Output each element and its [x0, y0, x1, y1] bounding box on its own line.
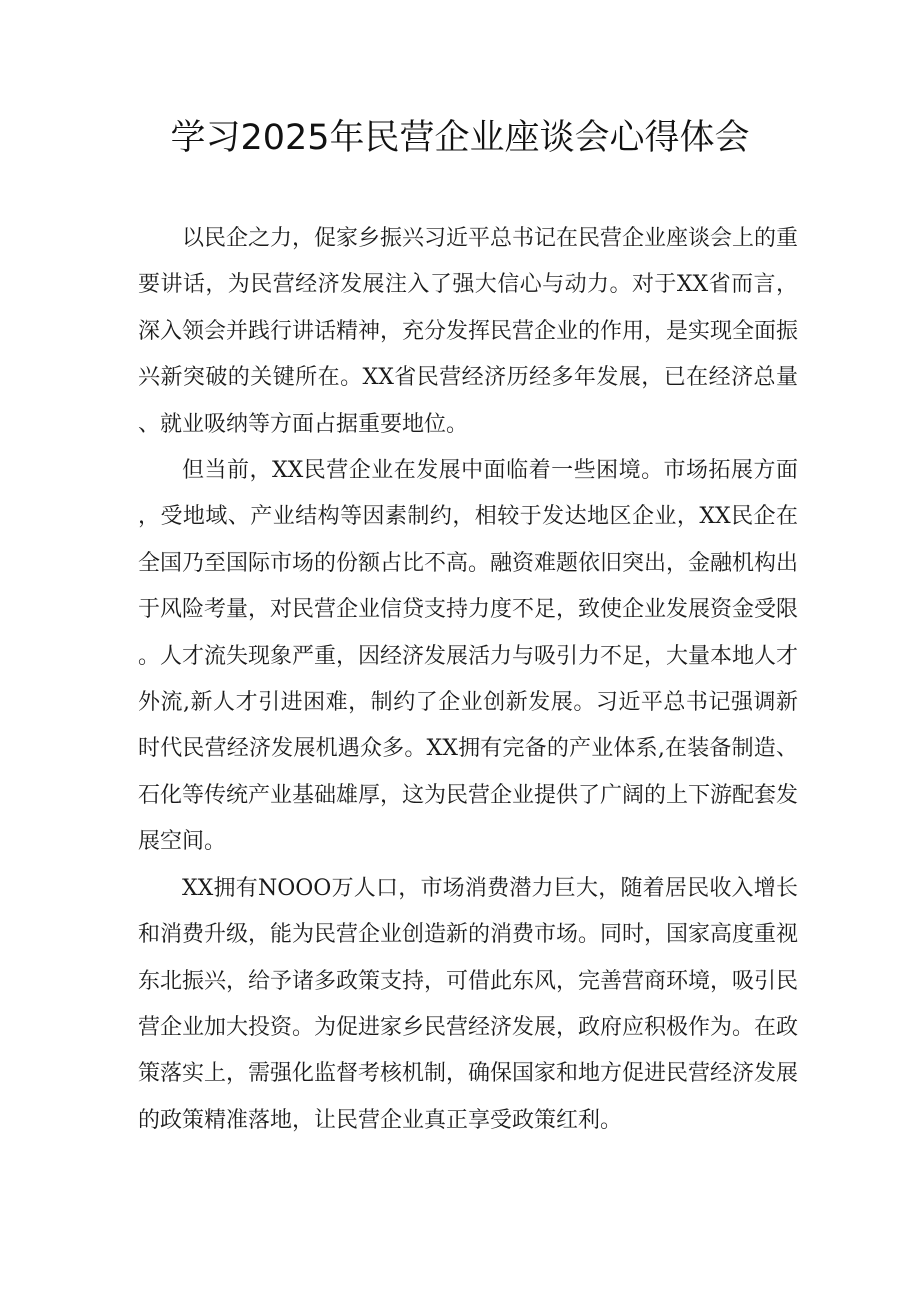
document-title: 学习2025年民营企业座谈会心得体会 [170, 118, 750, 158]
document-body [138, 216, 798, 1144]
paragraph-1: 以民企之力，促家乡振兴习近平总书记在民营企业座谈会上的重要讲话，为民营经济发展注入了强大信心与动力。对于XX省而言，深入领会并践行讲话精神，充分发挥民营企业的作用，是实现全面振兴新突破的关键所在。XX省民营经济历经多年发展，已在经济总量、就业吸纳等方面占据重要地位。 [138, 226, 799, 437]
paragraph-2: 但当前，XX民营企业在发展中面临着一些困境。市场拓展方面，受地域、产业结构等因素制约，相较于发达地区企业，XX民企在全国乃至国际市场的份额占比不高。融资难题依旧突出，金融机构出于风险考量，对民营企业信贷支持力度不足，致使企业发展资金受限。人才流失现象严重，因经济发展活力与吸引力不足，大量本地人才外流,新人才引进困难，制约了企业创新发展。习近平总书记强调新时代民营经济发展机遇众多。XX拥有完备的产业体系,在装备制造、石化等传统产业基础雄厚，这为民营企业提供了广阔的上下游配套发展空间。 [138, 458, 799, 855]
paragraph-3: XX拥有NOOO万人口，市场消费潜力巨大，随着居民收入增长和消费升级，能为民营企业创造新的消费市场。同时，国家高度重视东北振兴，给予诸多政策支持，可借此东风，完善营商环境，吸引民营企业加大投资。为促进家乡民营经济发展，政府应积极作为。在政策落实上，需强化监督考核机制，确保国家和地方促进民营经济发展的政策精准落地，让民营企业真正享受政策红利。 [138, 875, 799, 1133]
